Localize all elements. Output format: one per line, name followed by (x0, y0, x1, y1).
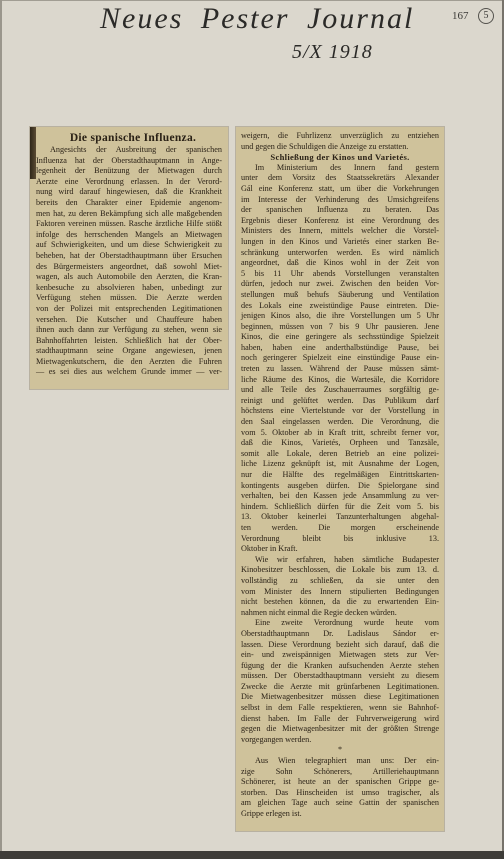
text-line: stadthauptmann seine Organe angewiesen, jenen (36, 346, 222, 356)
text-line: Verordnung bleibt bis inklusive 13. (241, 533, 439, 543)
text-line: Aus Wien telegraphiert man uns: Der ein- (255, 756, 439, 766)
scan-edge (0, 851, 504, 859)
clipping-left (30, 127, 228, 389)
folio-number: 167 (452, 10, 469, 22)
text-line: — es sei dies aus welchem Grunde immer — ver- (36, 367, 222, 377)
text-line: jenigen Kinos also, die ihre Vorstellungen um 5 Uhr (241, 311, 439, 321)
text-line: des Bürgermeisters angeordnet, daß sowohl Miet- (36, 261, 222, 271)
text-line: noch geringerer Spielzeit eine einstündige Pause ein- (241, 353, 439, 363)
text-line: men hat, zu deren Bekämpfung sich alle maßgebenden (36, 208, 222, 218)
text-line: Wie wir erfahren, haben sämtliche Budapester (255, 554, 439, 564)
text-line: storben. Das Hinscheiden ist umso tragischer, als (241, 787, 439, 797)
text-line: somit alle Lokale, deren Betrieb an eine polizei- (241, 448, 439, 458)
text-line: Schönerer, ist heute an der spanischen Grippe ge- (241, 777, 439, 787)
text-line: Gál eine Konferenz statt, um über die Vorkehrungen (241, 183, 439, 193)
text-line: verhalten, bei den Kassen jede Ansammlung zu ver- (241, 491, 439, 501)
text-line: des Lokals eine zweistündige Pause eintreten. Die- (241, 300, 439, 310)
text-line: ein- und zweispännigen Mietwagen stets zur Ver- (241, 650, 439, 660)
text-line: fügung der die Kranken aufsuchenden Aerzte stehen (241, 660, 439, 670)
handwritten-publication-name: Neues Pester Journal (100, 2, 415, 35)
text-line: den Saal eingelassen werden. Die Verordnung, die (241, 417, 439, 427)
clipping-right (236, 127, 444, 831)
text-line: beheben, hat der Oberstadthauptmann über Ersuchen (36, 250, 222, 260)
text-line: nicht bestehen können, da die zu erwartenden Ein- (241, 597, 439, 607)
clipping-edge-shadow (30, 127, 36, 179)
article-title: Die spanische Influenza. (69, 132, 197, 144)
text-line: auf Schwierigkeiten, und um diese Schwierigkeit zu (36, 240, 222, 250)
paragraph (241, 555, 439, 619)
text-line: versehen. Die Kutscher und Chauffeure haben (36, 314, 222, 324)
text-line: vom Minister des Innern stipulierten Bedingungen (241, 586, 439, 596)
handwritten-date: 5/X 1918 (292, 41, 373, 63)
section-heading: Schließung der Kinos und Varietés. (270, 152, 410, 163)
text-line: Kinobesitzer beschlossen, die Lokale bis zum 13. d. (241, 565, 439, 575)
text-line: treten zu lassen. Während der Pause müssen sämt- (241, 364, 439, 374)
text-line: haben, haben eine anderthalbstündige Pause, bei (241, 342, 439, 352)
text-line: höchstens eine Viertelstunde vor der Vorstellung in (241, 406, 439, 416)
text-line: hindern. Schließlich dürfen für die Zeit vom 5. bis (241, 501, 439, 511)
text-line: am gleichen Tage auch seine Gattin der spanischen (241, 798, 439, 808)
text-line: infolge des herrschenden Mangels an Mietwagen (36, 229, 222, 239)
text-line: im Interesse der Verhinderung des Umsichgreifens (241, 194, 439, 204)
text-line: Faktoren vereinen müssen. Rasche ärztliche Hilfe stößt (36, 219, 222, 229)
text-line: Die Mietwagenbesitzer müssen diese Legitimationen (241, 692, 439, 702)
text-line: lungen in den Kinos und Varietés einer starken Be- (241, 236, 439, 246)
text-line: Ministers des Innern, mittels welcher die Vorstel- (241, 226, 439, 236)
text-line: 13. Oktober keinerlei Tanzunterhaltungen abgehal- (241, 512, 439, 522)
text-line: wagen, als auch Automobile den Aerzten, die Kran- (36, 272, 222, 282)
text-line: angeordnet, daß die Kinos wohl in der Zeit von (241, 258, 439, 268)
text-line: kontingents ausgeben dürfen. Die Spielorgane sind (241, 480, 439, 490)
paragraph (241, 163, 439, 555)
text-line: Zwecke die Aerzte mit grünfarbenen Legitimationen. (241, 681, 439, 691)
text-line: vorgegangen werden. (241, 734, 312, 744)
folio-circled-number: 5 (478, 8, 494, 24)
text-line: daß die Kinos, Varietés, Orpheen und Tanzsäle, (241, 438, 439, 448)
text-line: nung wird darauf hingewiesen, daß die Krankheit (36, 187, 222, 197)
text-line: stellungen muß behufs Säuberung und Ventilation (241, 289, 439, 299)
text-line: unter dem Vorsitz des Staatssekretärs Alexander (241, 173, 439, 183)
text-line: legenheit der Benützung der Mietwagen durch (36, 166, 222, 176)
paragraph (241, 618, 439, 745)
text-line: dürfen, jedoch nur zwei. Zwischen den beiden Vor- (241, 279, 439, 289)
text-line: Eine zweite Verordnung wurde heute vom (255, 618, 439, 628)
text-line: kenbesuche zu absolvieren haben, unbedingt zur (36, 282, 222, 292)
text-line: vom 5. Oktober ab in Kraft tritt, schreibt ferner vor, (241, 427, 439, 437)
paragraph (36, 145, 222, 378)
text-line: Kinos, die eine geringere als sechsstündige Spielzeit (241, 332, 439, 342)
text-line: bereits den Charakter einer Epidemie angenom- (36, 197, 222, 207)
text-line: müssen. Der Oberstadthauptmann versieht zu diesem (241, 671, 439, 681)
text-line: weigern, die Fuhrlizenz unverzüglich zu entziehen (241, 131, 439, 140)
paragraph (241, 756, 439, 820)
text-line: lassen. Diese Verordnung bezieht sich darauf, daß die (241, 639, 439, 649)
text-line: schränkung unterworfen werden. Es wird nämlich (241, 247, 439, 257)
text-line: und gegen die Schuldigen die Anzeige zu erstatten. (241, 141, 409, 151)
separator: * (337, 745, 343, 755)
text-line: nahmen nicht einmal die Regie decken würden. (241, 607, 397, 617)
text-line: Ergebnis dieser Konferenz ist eine Verordnung des (241, 215, 439, 225)
text-line: nur die Hälfte des regelmäßigen Eintrittskarten- (241, 470, 439, 479)
text-line: beginnen, müssen von 7 bis 9 Uhr pausieren. Jene (241, 321, 439, 331)
text-line: gegen die Mietwagenbesitzer mit der größten Strenge (241, 724, 439, 734)
text-line: Aerzte eine Verordnung erlassen. In der Verord- (36, 176, 222, 186)
text-line: ihnen auch dann zur Verfügung zu stehen, wenn sie (36, 325, 222, 335)
text-line: vollständig zu schließen, da sie unter den (241, 575, 439, 585)
text-line: Mietwagenkutschern, die den Aerzten die Fuhren (36, 356, 222, 366)
text-line: Angesichts der Ausbreitung der spanischen (50, 145, 222, 154)
text-line: selbst in dem Falle respektieren, wenn sie Bahnhof- (241, 703, 439, 713)
text-line: reinigt und gelüftet werden. Das Publikum darf (241, 395, 439, 405)
text-line: 5 bis 11 Uhr abends Vorstellungen veranstalten (241, 268, 439, 278)
text-line: Oberstadthauptmann Dr. Ladislaus Sándor er- (241, 628, 439, 638)
text-line: zige Sohn Schönerers, Artilleriehauptmann (241, 766, 439, 776)
text-line: Bahnhoffahrten leisten. Schließlich hat der Ober- (36, 335, 222, 345)
text-line: von der Polizei mit entsprechenden Legitimationen (36, 303, 222, 313)
paragraph-continuation (241, 131, 439, 152)
text-line: der spanischen Influenza zu beraten. Das (241, 205, 439, 215)
text-line: ten werden. Die morgen erscheinende (241, 522, 439, 532)
text-line: liche Räume des Kinos, die Wartesäle, die Korridore (241, 374, 439, 384)
text-line: und alle Teile des Zuschauerraumes sorgfältig ge- (241, 385, 439, 395)
text-line: liche Lizenz geknüpft ist, mit Ausnahme der Logen, (241, 459, 439, 469)
text-line: Grippe erlegen ist. (241, 809, 302, 818)
text-line: Influenza hat der Oberstadthauptmann in Ange- (36, 155, 222, 165)
text-line: Im Ministerium des Innern fand gestern (255, 162, 439, 172)
text-line: Verfügung stehen müssen. Die Aerzte werden (36, 293, 222, 303)
text-line: dienst haben. Im Falle der Fuhrverweigerung wird (241, 713, 439, 723)
text-line: Oktober in Kraft. (241, 544, 298, 554)
